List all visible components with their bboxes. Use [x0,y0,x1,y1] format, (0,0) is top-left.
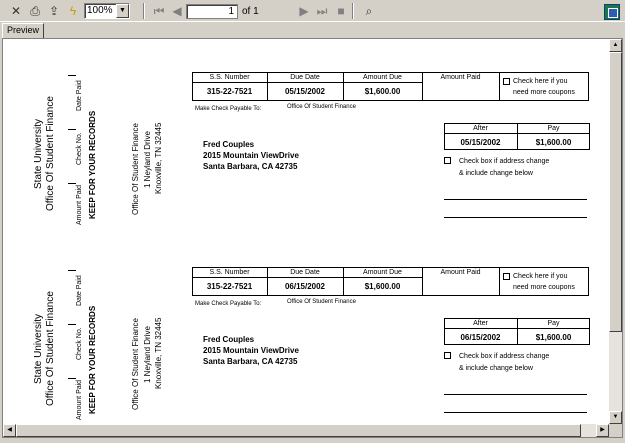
more-coupons-label: Check here if you [513,78,568,85]
first-page-icon[interactable]: ⏮ [153,4,165,18]
pay-amount-value: $1,600.00 [535,138,572,147]
date-paid-label: Date Paid [76,80,83,111]
payable-label: Make Check Payable To: [195,301,262,307]
keep-records-label: KEEP FOR YOUR RECORDS [88,305,97,414]
lightning-icon[interactable]: ϟ [69,4,77,18]
student-street: 2015 Mountain ViewDrive [203,151,299,160]
address-change-checkbox[interactable] [444,157,451,164]
page-count-label: of 1 [242,6,259,17]
vertical-scrollbar[interactable] [609,39,622,424]
ssn-header: S.S. Number [209,269,250,276]
scrollbar-corner [609,424,622,437]
address-line [444,394,587,395]
stub-line [68,378,76,379]
after-date-value: 05/15/2002 [460,138,501,147]
scroll-right-icon[interactable]: ▶ [596,424,609,437]
due-date-value: 06/15/2002 [284,282,326,291]
payment-coupon [3,39,609,234]
address-change-label: Check box if address change [459,353,550,360]
student-city: Santa Barbara, CA 42735 [203,162,298,171]
payable-to: Office Of Student Finance [287,104,356,110]
stub-line [68,129,76,130]
more-coupons-checkbox[interactable] [503,273,510,280]
pay-header: Pay [547,320,560,327]
search-icon[interactable]: ⌕ [365,4,373,18]
amount-due-header: Amount Due [363,74,402,81]
pay-amount-value: $1,600.00 [535,333,572,342]
page-number-input[interactable]: 1 [186,4,238,19]
school-name: State University [33,118,44,189]
check-no-label: Check No. [76,132,83,165]
after-header: After [473,320,488,327]
check-no-label: Check No. [76,327,83,360]
office-name: Office Of Student Finance [45,96,56,211]
next-page-icon[interactable]: ▶ [299,4,309,18]
scroll-up-icon[interactable]: ▲ [609,39,622,52]
payable-to: Office Of Student Finance [287,299,356,305]
amount-due-value: $1,600.00 [364,282,401,291]
address-change-label: Check box if address change [459,158,550,165]
due-date-header: Due Date [290,74,320,81]
student-name: Fred Couples [203,140,255,149]
office-name: Office Of Student Finance [45,291,56,406]
amount-paid-header: Amount Paid [440,269,481,276]
ssn-header: S.S. Number [209,74,250,81]
address-change-checkbox[interactable] [444,352,451,359]
export-icon[interactable]: ⇪ [48,4,60,18]
table-divider [192,82,422,83]
due-date-header: Due Date [290,269,320,276]
remit-street: 1 Neyland Drive [143,131,152,188]
due-date-value: 05/15/2002 [284,87,326,96]
student-street: 2015 Mountain ViewDrive [203,346,299,355]
more-coupons-label: need more coupons [513,284,575,291]
ssn-value: 315-22-7521 [206,282,253,291]
document-viewer [2,38,623,438]
student-name: Fred Couples [203,335,255,344]
keep-records-label: KEEP FOR YOUR RECORDS [88,110,97,219]
last-page-icon[interactable]: ⏭ [316,4,328,18]
school-name: State University [33,313,44,384]
app-icon[interactable] [604,4,620,20]
table-divider [499,267,500,296]
vertical-scroll-thumb[interactable] [609,52,622,332]
remit-office: Office Of Student Finance [131,318,140,410]
address-change-label: & include change below [459,170,533,177]
stub-line [68,324,76,325]
stub-line [68,270,76,271]
scroll-down-icon[interactable]: ▼ [609,411,622,424]
zoom-value: 100% [87,5,113,16]
stub-line [68,183,76,184]
stub-line [68,75,76,76]
amount-due-header: Amount Due [363,269,402,276]
horizontal-scroll-thumb[interactable] [16,424,581,437]
tab-bar [0,22,625,38]
remit-street: 1 Neyland Drive [143,326,152,383]
toolbar [0,0,625,22]
tab-preview[interactable]: Preview [2,23,44,38]
address-line [444,412,587,413]
remit-city: Knoxville, TN 32445 [154,122,163,194]
table-divider [499,72,500,101]
date-paid-label: Date Paid [76,275,83,306]
payment-coupon [3,234,609,424]
address-change-label: & include change below [459,365,533,372]
student-city: Santa Barbara, CA 42735 [203,357,298,366]
print-icon[interactable]: ⎙ [30,4,40,18]
more-coupons-label: need more coupons [513,89,575,96]
ssn-value: 315-22-7521 [206,87,253,96]
after-date-value: 06/15/2002 [460,333,501,342]
chevron-down-icon[interactable]: ▼ [116,4,129,18]
remit-office: Office Of Student Finance [131,123,140,215]
prev-page-icon[interactable]: ◀ [172,4,182,18]
amount-paid-label: Amount Paid [76,379,83,420]
toolbar-divider [143,3,145,19]
more-coupons-label: Check here if you [513,273,568,280]
amount-paid-header: Amount Paid [440,74,481,81]
after-header: After [473,125,488,132]
payable-label: Make Check Payable To: [195,106,262,112]
table-divider [192,277,422,278]
address-line [444,199,587,200]
close-icon[interactable]: ✕ [10,4,22,18]
pay-header: Pay [547,125,560,132]
toolbar-divider [352,3,354,19]
zoom-select[interactable] [84,3,130,19]
amount-paid-label: Amount Paid [76,184,83,225]
remit-city: Knoxville, TN 32445 [154,317,163,389]
document-page [3,39,609,424]
horizontal-scrollbar[interactable] [3,424,609,437]
stop-icon[interactable]: ■ [337,4,345,18]
address-line [444,217,587,218]
amount-due-value: $1,600.00 [364,87,401,96]
more-coupons-checkbox[interactable] [503,78,510,85]
scroll-left-icon[interactable]: ◀ [3,424,16,437]
